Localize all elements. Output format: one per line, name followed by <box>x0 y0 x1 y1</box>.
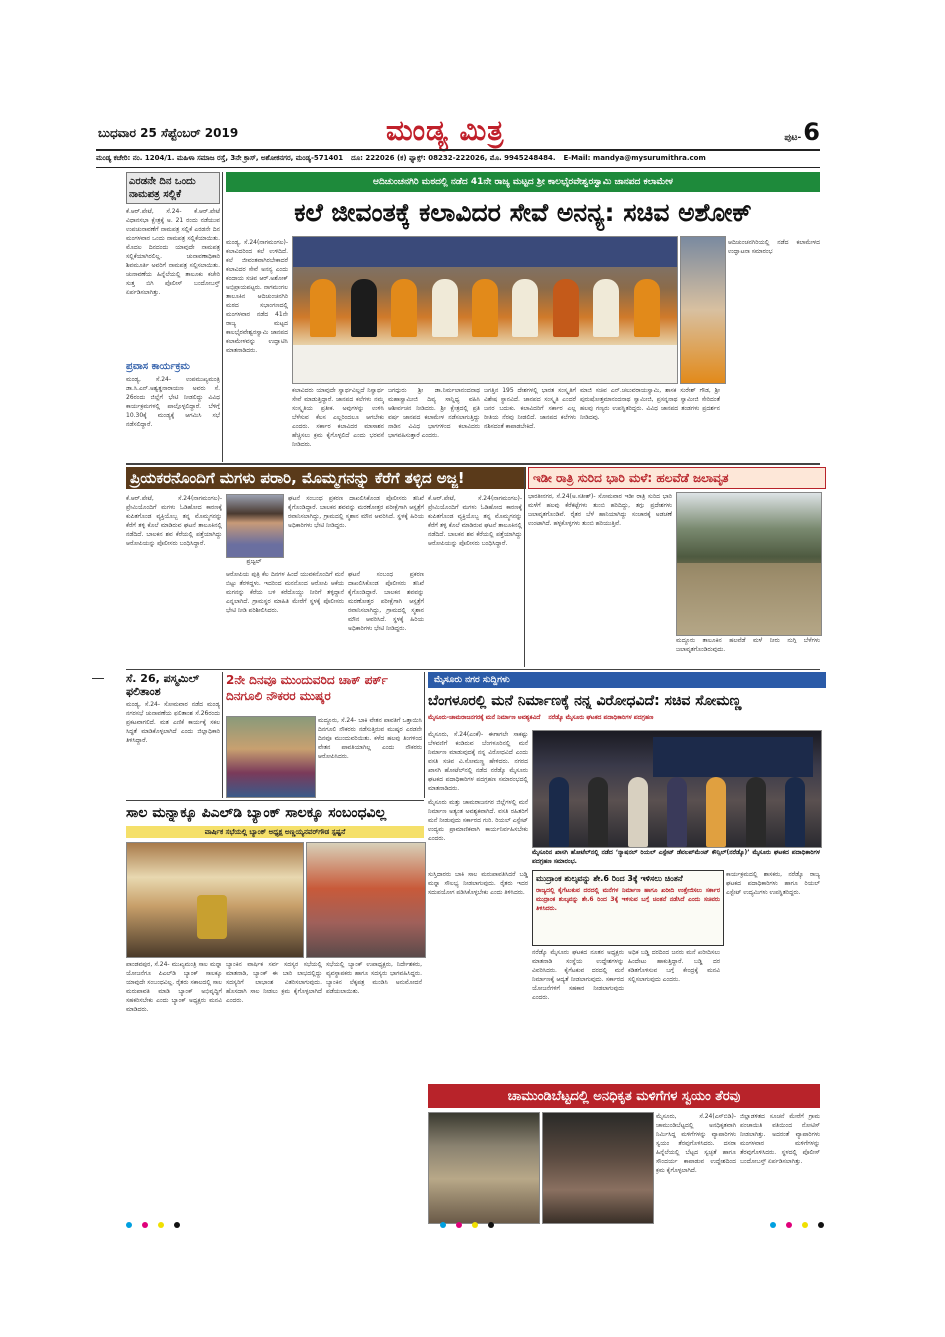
column-divider <box>424 672 425 798</box>
mysuru-subheads <box>428 714 820 726</box>
stamp-duty-title: ಮುದ್ರಾಂಕ ಶುಲ್ಕವನ್ನು ಶೇ.6 ರಿಂದ 3ಕ್ಕೆ ಇಳಿಸಲು ಚಿಂತನೆ <box>536 874 683 883</box>
lead-col-2: ಕಲಾವಿದರು ಯಾವುದೇ ಸ್ವಾರ್ಥವಿಲ್ಲದೆ ನಿಸ್ವಾರ್ಥ ಸೇವೆ ಮಾಡುತ್ತಿದ್ದಾರೆ. ಜಾನಪದ ಕಲೆಗಳು ನಮ್ಮ ಸಂಸ್ಕೃತಿಯ ಪ್ರತೀಕ. ಅವುಗಳನ್ನು ಉಳಿಸಿ ಬೆಳೆಸುವ ಕೆಲಸ ಎಲ್ಲರಿಂದಲೂ ಆಗಬೇಕು ಎಂದರು. ಸರ್ಕಾರ ಕಲಾವಿದರ ಮಾಸಾಶನ ಹೆಚ್ಚಿಸಲು ಕ್ರಮ ಕೈಗೊಳ್ಳಲಿದೆ ಎಂದು ಭರವಸೆ ನೀಡಿದರು. <box>292 387 384 448</box>
section-rule <box>126 669 820 670</box>
crop-mark <box>92 678 104 679</box>
story2-col-4: ಕೆ.ಆರ್.ಪೇಟೆ, ಸೆ.24(ನಾಗಮಂಗಲ)- ಪ್ರೇಮಿಯೊಂದಿಗೆ ಮಗಳು ಓಡಿಹೋದ ಕಾರಣಕ್ಕೆ ಕುಪಿತಗೊಂಡ ವ್ಯಕ್ತಿಯೊಬ್ಬ ತನ್ನ ಮೊಮ್ಮಗನನ್ನು ಕೆರೆಗೆ ತಳ್ಳಿ ಕೊಲೆ ಮಾಡಿರುವ ಘಟನೆ ತಾಲೂಕಿನಲ್ಲಿ ನಡೆದಿದೆ. ಬಾಲಕನ ಶವ ಕೆರೆಯಲ್ಲಿ ಪತ್ತೆಯಾಗಿದ್ದು ಆರೋಪಿಯನ್ನು ಪೊಲೀಸರು ಬಂಧಿಸಿದ್ದಾರೆ. <box>428 495 522 547</box>
guest-row <box>303 277 667 337</box>
column-divider <box>524 467 525 667</box>
page-label-text: ಪುಟ- <box>784 133 802 143</box>
registration-marks-right <box>770 1222 824 1228</box>
masthead-rule-bottom <box>96 167 820 168</box>
mysuru-col-5: ಕಾರ್ಯಕ್ರಮದಲ್ಲಿ ಶಾಸಕರು, ನರೆಡ್ಕೊ ರಾಜ್ಯ ಘಟಕದ ಪದಾಧಿಕಾರಿಗಳು ಹಾಗೂ ರಿಯಲ್ ಎಸ್ಟೇಟ್ ಉದ್ಯಮಿಗಳು ಉಪಸ್ಥಿತರಿದ್ದರು. <box>726 871 820 896</box>
masthead-rule <box>96 149 820 151</box>
bank-col-1: ಪಾಂಡವಪುರ, ಸೆ.24- ಮುಖ್ಯಮಂತ್ರಿ ಸಾಲ ಮನ್ನಾ ಯೋಜನೆಗೂ ಪಿಎಲ್‌ಡಿ ಬ್ಯಾಂಕ್ ಸಾಲಕ್ಕೂ ಯಾವುದೇ ಸಂಬಂಧವಿಲ್ಲ. ರೈತರು ಸಕಾಲದಲ್ಲಿ ಸಾಲ ಮರುಪಾವತಿ ಮಾಡಿ ಬ್ಯಾಂಕ್ ಅಭಿವೃದ್ಧಿಗೆ ಸಹಕರಿಸಬೇಕು ಎಂದು ಬ್ಯಾಂಕ್ ಅಧ್ಯಕ್ಷರು ಮನವಿ ಮಾಡಿದರು. <box>126 961 222 1013</box>
story2-col-3: ಘಟನೆ ಸಂಬಂಧ ಪ್ರಕರಣ ದಾಖಲಿಸಿಕೊಂಡ ಪೊಲೀಸರು ತನಿಖೆ ಕೈಗೊಂಡಿದ್ದಾರೆ. ಬಾಲಕನ ಶವವನ್ನು ಮರಣೋತ್ತರ ಪರೀಕ್ಷೆಗಾಗಿ ಆಸ್ಪತ್ರೆಗೆ ರವಾನಿಸಲಾಗಿದ್ದು, ಗ್ರಾಮದಲ್ಲಿ ಸ್ಮಶಾನ ಮೌನ ಆವರಿಸಿದೆ. ಸ್ಥಳಕ್ಕೆ ಹಿರಿಯ ಅಧಿಕಾರಿಗಳು ಭೇಟಿ ನೀಡಿದ್ದರು. <box>348 571 424 632</box>
mysuru-photo <box>532 730 822 848</box>
office-address: ಮಂಡ್ಯ ಕಚೇರಿ: ನಂ. 1204/1. ಮಹಿಳಾ ಸಮಾಜ ರಸ್ತೆ, 3ನೇ ಕ್ರಾಸ್, ಅಶೋಕನಗರ, ಮಂಡ್ಯ-571401 <box>96 154 344 162</box>
story2-col-2: ಆರೋಪಿಯ ಪುತ್ರಿ ಕೆಲ ದಿನಗಳ ಹಿಂದೆ ಯುವಕನೊಂದಿಗೆ ಮನೆ ಬಿಟ್ಟು ತೆರಳಿದ್ದಳು. ಇದರಿಂದ ಮನನೊಂದ ಆರೋಪಿ ಆಕೆಯ ಮಗನನ್ನು ಕೆರೆಯ ಬಳಿ ಕರೆದೊಯ್ದು ನೀರಿಗೆ ತಳ್ಳಿದ್ದಾನೆ ಎನ್ನಲಾಗಿದೆ. ಗ್ರಾಮಸ್ಥರ ಮಾಹಿತಿ ಮೇರೆಗೆ ಸ್ಥಳಕ್ಕೆ ಪೊಲೀಸರು ಭೇಟಿ ನೀಡಿ ಪರಿಶೀಲಿಸಿದರು. <box>226 571 344 614</box>
column-divider <box>222 172 223 462</box>
story2-col-2b: ಘಟನೆ ಸಂಬಂಧ ಪ್ರಕರಣ ದಾಖಲಿಸಿಕೊಂಡ ಪೊಲೀಸರು ತನಿಖೆ ಕೈಗೊಂಡಿದ್ದಾರೆ. ಬಾಲಕನ ಶವವನ್ನು ಮರಣೋತ್ತರ ಪರೀಕ್ಷೆಗಾಗಿ ಆಸ್ಪತ್ರೆಗೆ ರವಾನಿಸಲಾಗಿದ್ದು, ಗ್ರಾಮದಲ್ಲಿ ಸ್ಮಶಾನ ಮೌನ ಆವರಿಸಿದೆ. ಸ್ಥಳಕ್ಕೆ ಹಿರಿಯ ಅಧಿಕಾರಿಗಳು ಭೇಟಿ ನೀಡಿದ್ದರು. <box>288 495 424 529</box>
story2-col-1: ಕೆ.ಆರ್.ಪೇಟೆ, ಸೆ.24(ನಾಗಮಂಗಲ)- ಪ್ರೇಮಿಯೊಂದಿಗೆ ಮಗಳು ಓಡಿಹೋದ ಕಾರಣಕ್ಕೆ ಕುಪಿತಗೊಂಡ ವ್ಯಕ್ತಿಯೊಬ್ಬ ತನ್ನ ಮೊಮ್ಮಗನನ್ನು ಕೆರೆಗೆ ತಳ್ಳಿ ಕೊಲೆ ಮಾಡಿರುವ ಘಟನೆ ತಾಲೂಕಿನಲ್ಲಿ ನಡೆದಿದೆ. ಬಾಲಕನ ಶವ ಕೆರೆಯಲ್ಲಿ ಪತ್ತೆಯಾಗಿದ್ದು ಆರೋಪಿಯನ್ನು ಪೊಲೀಸರು ಬಂಧಿಸಿದ್ದಾರೆ. <box>126 495 222 547</box>
stamp-duty-body: ರಾಜ್ಯದಲ್ಲಿ ಕೈಗೆಟುಕುವ ದರದಲ್ಲಿ ಮನೆಗಳ ನಿರ್ಮಾಣ ಹಾಗೂ ಖರೀದಿ ಉತ್ತೇಜಿಸಲು ಸರ್ಕಾರ ಮುದ್ರಾಂಕ ಶುಲ್ಕವನ್ನು ಶೇ.6 ರಿಂದ 3ಕ್ಕೆ ಇಳಿಸುವ ಬಗ್ಗೆ ಚಿಂತನೆ ನಡೆಸಿದೆ ಎಂದು ಸಚಿವರು ತಿಳಿಸಿದರು. <box>536 887 720 912</box>
bank-headline: ಸಾಲ ಮನ್ನಾಕ್ಕೂ ಪಿಎಲ್‌ಡಿ ಬ್ಯಾಂಕ್ ಸಾಲಕ್ಕೂ ಸಂಬಂಧವಿಲ್ಲ <box>126 805 387 821</box>
rain-col-1: ಭಾರತೀನಗರ, ಸೆ.24(ಅ.ಸತೀಶ್)- ಸೋಮವಾರ ಇಡೀ ರಾತ್ರಿ ಸುರಿದ ಭಾರಿ ಮಳೆಗೆ ಹಲವು ಕೆರೆಕಟ್ಟೆಗಳು ತುಂಬಿ ಹರಿದಿದ್ದು, ತಗ್ಗು ಪ್ರದೇಶಗಳು ಜಲಾವೃತಗೊಂಡಿವೆ. ರೈತರ ಬೆಳೆ ಹಾನಿಯಾಗಿದ್ದು ಸಂಚಾರಕ್ಕೆ ಅಡಚಣೆ ಉಂಟಾಗಿದೆ. ಹಳ್ಳಕೊಳ್ಳಗಳು ತುಂಬಿ ಹರಿಯುತ್ತಿವೆ. <box>528 493 672 527</box>
mysuru-subhead-2: ನರೆಡ್ಕೊ ಮೈಸೂರು ಘಟಕದ ಪದಾಧಿಕಾರಿಗಳ ಪದಗ್ರಹಣ <box>548 714 654 721</box>
section-rule <box>126 800 424 801</box>
bank-col-2: ಬ್ಯಾಂಕಿನ ವಾರ್ಷಿಕ ಸರ್ವ ಸದಸ್ಯರ ಸಭೆಯಲ್ಲಿ ಮಾತನಾಡಿ, ಬ್ಯಾಂಕ್ ಈ ಬಾರಿ ಲಾಭದಲ್ಲಿದ್ದು ಸದಸ್ಯರಿಗೆ ಲಾಭಾಂಶ ವಿತರಿಸಲಾಗುವುದು. ಹೊಸದಾಗಿ ಸಾಲ ನೀಡಲು ಕ್ರಮ ಕೈಗೊಳ್ಳಲಾಗಿದೆ ಎಂದರು. <box>226 961 322 1004</box>
mysuru-col-4: ಅಧಿಕ ಬಡ್ಡಿ ದರದಿಂದ ಜನರು ಮನೆ ಖರೀದಿಸಲು ಹಿಂದೇಟು ಹಾಕುತ್ತಿದ್ದಾರೆ. ಬಡ್ಡಿ ದರ ಕಡಿತಗೊಳಿಸುವ ಬಗ್ಗೆ ಕೇಂದ್ರಕ್ಕೆ ಮನವಿ ಸಲ್ಲಿಸಲಾಗುವುದು ಎಂದರು. <box>628 949 720 983</box>
chamundi-photo-2 <box>542 1112 654 1224</box>
lead-col-1: ಮಂಡ್ಯ, ಸೆ.24(ನಾಗಮಂಗಲ)- ಕಲಾವಿದರಿಂದ ಕಲೆ ಉಳಿದಿದೆ. ಕಲೆ ಜೀವಂತವಾಗಿರಬೇಕಾದರೆ ಕಲಾವಿದರ ಸೇವೆ ಅನನ್ಯ ಎಂದು ಕಂದಾಯ ಸಚಿವ ಆರ್.ಅಶೋಕ್ ಅಭಿಪ್ರಾಯಪಟ್ಟರು. ನಾಗಮಂಗಲ ತಾಲೂಕಿನ ಆದಿಚುಂಚನಗಿರಿ ಮಠದ ಸಭಾಂಗಣದಲ್ಲಿ ಮಂಗಳವಾರ ನಡೆದ 41ನೇ ರಾಜ್ಯ ಮಟ್ಟದ ಕಾಲಭೈರವೇಶ್ವರಸ್ವಾಮಿ ಜಾನಪದ ಕಲಾಮೇಳವನ್ನು ಉದ್ಘಾಟಿಸಿ ಮಾತನಾಡಿದರು. <box>226 239 288 354</box>
brief-nomination-headline: ಎರಡನೇ ದಿನ ಒಂದು ನಾಮಪತ್ರ ಸಲ್ಲಿಕೆ <box>126 172 220 204</box>
story2-headline: ಪ್ರಿಯಕರನೊಂದಿಗೆ ಮಗಳು ಪರಾರಿ, ಮೊಮ್ಮಗನನ್ನು ಕೆರೆಗೆ ತಳ್ಳಿದ ಅಜ್ಜ! <box>126 467 526 489</box>
lead-photo <box>292 236 678 384</box>
lead-col-3: ಜಗದ್ಗುರು ಶ್ರೀ ಡಾ.ನಿರ್ಮಲಾನಂದನಾಥ ಮಹಾಸ್ವಾಮೀಜಿ ದಿವ್ಯ ಸಾನ್ನಿಧ್ಯ ವಹಿಸಿ ಆಶೀರ್ವಚನ ನೀಡಿದರು. ಶ್ರೀ ಕ್ಷೇತ್ರದಲ್ಲಿ ಪ್ರತಿ ವರ್ಷ ಜಾನಪದ ಕಲಾಮೇಳ ನಡೆಸಲಾಗುತ್ತಿದ್ದು ನಾಡಿನ ವಿವಿಧ ಭಾಗಗಳಿಂದ ಕಲಾವಿದರು ಭಾಗವಹಿಸುತ್ತಾರೆ ಎಂದರು. <box>388 387 480 439</box>
bank-photo-2 <box>306 842 426 958</box>
brief-nomination-body: ಕೆ.ಆರ್.ಪೇಟೆ, ಸೆ.24- ಕೆ.ಆರ್.ಪೇಟೆ ವಿಧಾನಸಭಾ ಕ್ಷೇತ್ರಕ್ಕೆ ಅ. 21 ರಂದು ನಡೆಯುವ ಉಪಚುನಾವಣೆಗೆ ನಾಮಪತ್ರ ಸಲ್ಲಿಕೆ ಎರಡನೇ ದಿನ ಮಂಗಳವಾರ ಒಂದು ನಾಮಪತ್ರ ಸಲ್ಲಿಕೆಯಾಯಿತು. ಮೊದಲ ದಿನದಂದು ಯಾವುದೇ ನಾಮಪತ್ರ ಸಲ್ಲಿಕೆಯಾಗಿರಲಿಲ್ಲ. ಚುನಾವಣಾಧಿಕಾರಿ ಶಿವಮೂರ್ತಿ ಅವರಿಗೆ ನಾಮಪತ್ರ ಸಲ್ಲಿಸಲಾಯಿತು. ಚುನಾವಣೆಯ ಹಿನ್ನೆಲೆಯಲ್ಲಿ ತಾಲೂಕು ಕಚೇರಿ ಸುತ್ತ ಬಿಗಿ ಪೊಲೀಸ್ ಬಂದೋಬಸ್ತ್ ಏರ್ಪಡಿಸಲಾಗಿತ್ತು. <box>126 208 220 296</box>
brief-tour-headline: ಪ್ರವಾಸ ಕಾರ್ಯಕ್ರಮ <box>126 361 190 372</box>
lead-col-4: ಜಗತ್ತಿನ 195 ದೇಶಗಳಲ್ಲಿ ಭಾರತ ಸಂಸ್ಕೃತಿಗೆ ವಿಶೇಷ ಸ್ಥಾನವಿದೆ. ಜಾನಪದ ಸಂಸ್ಕೃತಿ ಎಂದರೆ ಜನರ ಬದುಕು. ಕಲಾವಿದರಿಗೆ ಸರ್ಕಾರ ಎಲ್ಲ ರೀತಿಯ ನೆರವು ನೀಡಲಿದೆ. ಜಾನಪದ ಕಲೆಗಳು ನಶಿಸದಂತೆ ಕಾಪಾಡಬೇಕಿದೆ. <box>484 387 576 430</box>
phone-numbers: ದೂ: 222026 (ಕ) ಫ್ಯಾಕ್ಸ್: 08232-222026, ಮೊ. 9945248484. <box>351 154 556 162</box>
section-rule <box>126 463 820 465</box>
registration-marks-center <box>440 1222 494 1228</box>
mysuru-col-2: ಮೈಸೂರು ಮತ್ತು ಚಾಮರಾಜನಗರ ಜಿಲ್ಲೆಗಳಲ್ಲಿ ಮನೆ ನಿರ್ಮಾಣ ಅತ್ಯಂತ ಅವಶ್ಯಕವಾಗಿದೆ. ವಸತಿ ರಹಿತರಿಗೆ ಮನೆ ನೀಡುವುದು ಸರ್ಕಾರದ ಗುರಿ. ರಿಯಲ್ ಎಸ್ಟೇಟ್ ಉದ್ಯಮ ಪ್ರಾಮಾಣಿಕವಾಗಿ ಕಾರ್ಯನಿರ್ವಹಿಸಬೇಕು ಎಂದರು. <box>428 799 528 842</box>
strike-headline: 2ನೇ ದಿನವೂ ಮುಂದುವರಿದ ಚಾಕ್ ಪರ್ಕ್ ದಿನಗೂಲಿ ನೌಕರರ ಮುಷ್ಕರ <box>226 673 388 703</box>
mysuru-subhead-1: ಮೈಸೂರು-ಚಾಮರಾಜನಗರಕ್ಕೆ ಮನೆ ನಿರ್ಮಾಣ ಅವಶ್ಯಕವಿದೆ <box>428 714 541 721</box>
registration-marks-left <box>126 1222 180 1228</box>
brief-nomination <box>126 172 220 360</box>
bank-subhead: ವಾರ್ಷಿಕ ಸಭೆಯಲ್ಲಿ ಬ್ಯಾಂಕ್ ಅಧ್ಯಕ್ಷ ಅಣ್ಣಯ್ಯನವರ್‌ಗೌಡ ಸ್ಪಷ್ಟನೆ <box>126 826 424 838</box>
chamundi-col-1: ಮೈಸೂರು, ಸೆ.24(ಎಸ್‌ಬಿಡಿ)- ಚಾಮುಂಡಿಬೆಟ್ಟದಲ್ಲಿ ಅನಧಿಕೃತವಾಗಿ ನಿರ್ಮಿಸಿದ್ದ ಮಳಿಗೆಗಳನ್ನು ವ್ಯಾಪಾರಿಗಳು ಸ್ವಯಂ ತೆರವುಗೊಳಿಸಿದರು. ದಸರಾ ಹಿನ್ನೆಲೆಯಲ್ಲಿ ಬೆಟ್ಟದ ಸ್ವಚ್ಛತೆ ಹಾಗೂ ಸೌಂದರ್ಯ ಕಾಪಾಡುವ ಉದ್ದೇಶದಿಂದ ಕ್ರಮ ಕೈಗೊಳ್ಳಲಾಗಿದೆ. <box>656 1113 736 1174</box>
mysuru-caption: ಮೈಸೂರಿನ ಖಾಸಗಿ ಹೋಟೆಲ್‌ನಲ್ಲಿ ನಡೆದ ‘ನ್ಯಾಷನಲ್ ರಿಯಲ್ ಎಸ್ಟೇಟ್ ಡೆವಲಪ್‌ಮೆಂಟ್ ಕೌನ್ಸಿಲ್(ನರೆಡ್ಕೊ)’ ಮೈಸೂರು ಘಟಕದ ಪದಾಧಿಕಾರಿಗಳ ಪದಗ್ರಹಣ ಸಮಾರಂಭ. <box>532 849 820 865</box>
mysuru-col-3: ನರೆಡ್ಕೊ ಮೈಸೂರು ಘಟಕದ ನೂತನ ಅಧ್ಯಕ್ಷರು ಮಾತನಾಡಿ ಸಂಸ್ಥೆಯ ಉದ್ದೇಶಗಳನ್ನು ವಿವರಿಸಿದರು. ಕೈಗೆಟಕುವ ದರದಲ್ಲಿ ಮನೆ ನಿರ್ಮಾಣಕ್ಕೆ ಆದ್ಯತೆ ನೀಡಲಾಗುವುದು. ಸರ್ಕಾರದ ಯೋಜನೆಗಳಿಗೆ ಸಹಕಾರ ನೀಡಲಾಗುವುದು ಎಂದರು. <box>532 949 624 1001</box>
chamundi-headline: ಚಾಮುಂಡಿಬೆಟ್ಟದಲ್ಲಿ ಅನಧಿಕೃತ ಮಳಿಗೆಗಳ ಸ್ವಯಂ ತೆರವು <box>428 1084 820 1108</box>
email-address: E-Mail: mandya@mysurumithra.com <box>563 154 706 162</box>
guest-figures <box>539 771 815 847</box>
bank-photo <box>126 842 304 958</box>
flood-water <box>677 563 821 635</box>
bank-col-3: ಸಭೆಯಲ್ಲಿ ಬ್ಯಾಂಕ್ ಉಪಾಧ್ಯಕ್ಷರು, ನಿರ್ದೇಶಕರು, ವ್ಯವಸ್ಥಾಪಕರು ಹಾಗೂ ಸದಸ್ಯರು ಭಾಗವಹಿಸಿದ್ದರು. ಬ್ಯಾಂಕಿನ ಲೆಕ್ಕಪತ್ರ ಮಂಡಿಸಿ ಅನುಮೋದನೆ ಪಡೆಯಲಾಯಿತು. <box>326 961 422 995</box>
stamp-duty-box <box>532 870 724 946</box>
stage-banner <box>293 237 677 267</box>
flood-caption: ಮದ್ದೂರು ತಾಲೂಕಿನ ಹಲವೆಡೆ ಮಳೆ ನೀರು ನುಗ್ಗಿ ಬೆಳೆಗಳು ಜಲಾವೃತಗೊಂಡಿರುವುದು. <box>676 637 820 653</box>
lead-kicker-band: ಆದಿಚುಂಚನಗಿರಿ ಮಠದಲ್ಲಿ ನಡೆದ 41ನೇ ರಾಜ್ಯ ಮಟ್ಟದ ಶ್ರೀ ಕಾಲಭೈರವೇಶ್ವರಸ್ವಾಮಿ ಜಾನಪದ ಕಲಾಮೇಳ <box>226 172 820 192</box>
brief-result-body: ಮಂಡ್ಯ, ಸೆ.24- ಸೋಮವಾರ ನಡೆದ ಮಂಡ್ಯ ನಗರಸಭೆ ಚುನಾವಣೆಯ ಫಲಿತಾಂಶ ಸೆ.26ರಂದು ಪ್ರಕಟವಾಗಲಿದೆ. ಮತ ಎಣಿಕೆ ಕಾರ್ಯಕ್ಕೆ ಸಕಲ ಸಿದ್ಧತೆ ಮಾಡಿಕೊಳ್ಳಲಾಗಿದೆ ಎಂದು ಜಿಲ್ಲಾಧಿಕಾರಿ ತಿಳಿಸಿದ್ದಾರೆ. <box>126 701 220 744</box>
column-divider <box>222 672 223 798</box>
contact-line <box>96 154 820 166</box>
mysuru-headline: ಬೆಂಗಳೂರಲ್ಲಿ ಮನೆ ನಿರ್ಮಾಣಕ್ಕೆ ನನ್ನ ವಿರೋಧವಿದೆ: ಸಚಿವ ಸೋಮಣ್ಣ <box>428 693 742 709</box>
newspaper-logo: ಮಂಡ್ಯ ಮಿತ್ರ <box>386 114 505 147</box>
masthead <box>96 112 820 170</box>
strike-photo <box>226 716 316 798</box>
lead-col-6: ಆದಿಚುಂಚನಗಿರಿಯಲ್ಲಿ ನಡೆದ ಕಲಾಮೇಳದ ಉದ್ಘಾಟನಾ ಸಮಾರಂಭ <box>728 239 820 255</box>
rain-headline: ಇಡೀ ರಾತ್ರಿ ಸುರಿದ ಭಾರಿ ಮಳೆ: ಹಲವೆಡೆ ಜಲಾವೃತ <box>528 467 826 489</box>
lead-col-5: ಮಾಜಿ ಸಚಿವ ಎನ್.ಚಲುವರಾಯಸ್ವಾಮಿ, ಶಾಸಕ ಸುರೇಶ್ ಗೌಡ, ಶ್ರೀ ಪುರುಷೋತ್ತಮಾನಂದನಾಥ ಸ್ವಾಮೀಜಿ, ಪ್ರಸನ್ನನಾಥ ಸ್ವಾಮೀಜಿ ಸೇರಿದಂತೆ ಹಲವು ಗಣ್ಯರು ಉಪಸ್ಥಿತರಿದ್ದರು. ವಿವಿಧ ಜಾನಪದ ತಂಡಗಳು ಪ್ರದರ್ಶನ ನೀಡಿದವು. <box>580 387 720 421</box>
lamp-lighting <box>197 895 227 939</box>
page-number: 6 <box>803 118 820 146</box>
boy-photo-label: ಪ್ರಜ್ವಲ್ <box>246 558 262 565</box>
brief-result <box>126 672 220 796</box>
lead-headline: ಕಲೆ ಜೀವಂತಕ್ಕೆ ಕಲಾವಿದರ ಸೇವೆ ಅನನ್ಯ: ಸಚಿವ ಅಶೋಕ್ <box>294 198 752 227</box>
boy-photo <box>226 494 284 558</box>
mysuru-band: ಮೈಸೂರು ನಗರ ಸುದ್ದಿಗಳು <box>428 672 826 688</box>
page-label <box>784 118 820 146</box>
bank-col-4: ಸುಸ್ತಿದಾರರು ಬಾಕಿ ಸಾಲ ಮರುಪಾವತಿಸಿದರೆ ಬಡ್ಡಿ ಮನ್ನಾ ಸೌಲಭ್ಯ ನೀಡಲಾಗುವುದು. ರೈತರು ಇದರ ಸದುಪಯೋಗ ಪಡಿಸಿಕೊಳ್ಳಬೇಕು ಎಂದು ತಿಳಿಸಿದರು. <box>428 871 528 896</box>
flood-photo <box>676 492 822 636</box>
chamundi-photo-1 <box>428 1112 540 1224</box>
chamundi-col-2: ಜಿಲ್ಲಾಡಳಿತದ ಸೂಚನೆ ಮೇರೆಗೆ ಗ್ರಾಮ ಪಂಚಾಯಿತಿ ವತಿಯಿಂದ ನೋಟಿಸ್ ನೀಡಲಾಗಿತ್ತು. ಅದರಂತೆ ವ್ಯಾಪಾರಿಗಳು ಮಂಗಳವಾರ ಮಳಿಗೆಗಳನ್ನು ತೆರವುಗೊಳಿಸಿದರು. ಸ್ಥಳದಲ್ಲಿ ಪೊಲೀಸ್ ಬಂದೋಬಸ್ತ್ ಏರ್ಪಡಿಸಲಾಗಿತ್ತು. <box>740 1113 820 1165</box>
issue-date: ಬುಧವಾರ 25 ಸೆಪ್ಟೆಂಬರ್ 2019 <box>98 126 239 140</box>
lead-inset-photo <box>680 236 726 384</box>
brief-tour <box>126 360 220 462</box>
strike-col-1: ಮದ್ದೂರು, ಸೆ.24- ಬಾಕಿ ವೇತನ ಪಾವತಿಗೆ ಒತ್ತಾಯಿಸಿ ದಿನಗೂಲಿ ನೌಕರರು ನಡೆಸುತ್ತಿರುವ ಮುಷ್ಕರ ಎರಡನೇ ದಿನವೂ ಮುಂದುವರಿಯಿತು. ಕಳೆದ ಹಲವು ತಿಂಗಳಿಂದ ವೇತನ ಪಾವತಿಯಾಗಿಲ್ಲ ಎಂದು ನೌಕರರು ಆರೋಪಿಸಿದರು. <box>318 717 422 760</box>
brief-tour-body: ಮಂಡ್ಯ, ಸೆ.24- ಉಪಮುಖ್ಯಮಂತ್ರಿ ಡಾ.ಸಿ.ಎನ್.ಅಶ್ವತ್ಥನಾರಾಯಣ ಅವರು ಸೆ. 26ರಂದು ಜಿಲ್ಲೆಗೆ ಭೇಟಿ ನೀಡಲಿದ್ದು ವಿವಿಧ ಕಾರ್ಯಕ್ರಮಗಳಲ್ಲಿ ಪಾಲ್ಗೊಳ್ಳಲಿದ್ದಾರೆ. ಬೆಳಿಗ್ಗೆ 10.30ಕ್ಕೆ ಮಂಡ್ಯಕ್ಕೆ ಆಗಮಿಸಿ ಸಭೆ ನಡೆಸಲಿದ್ದಾರೆ. <box>126 376 220 428</box>
brief-result-headline: ಸೆ. 26, ಪಸ್ಮಮಿಲ್ ಫಲಿತಾಂಶ <box>126 672 200 698</box>
stage-table <box>293 345 677 383</box>
mysuru-col-1: ಮೈಸೂರು, ಸೆ.24(ಎಂಕೆ)- ಈಗಾಗಲೇ ಸಾಕಷ್ಟು ಬೆಳವಣಿಗೆ ಕಂಡಿರುವ ಬೆಂಗಳೂರಿನಲ್ಲಿ ಮನೆ ನಿರ್ಮಾಣ ಮಾಡುವುದಕ್ಕೆ ನನ್ನ ವಿರೋಧವಿದೆ ಎಂದು ವಸತಿ ಸಚಿವ ವಿ.ಸೋಮಣ್ಣ ಹೇಳಿದರು. ನಗರದ ಖಾಸಗಿ ಹೋಟೆಲ್‌ನಲ್ಲಿ ನಡೆದ ನರೆಡ್ಕೊ ಮೈಸೂರು ಘಟಕದ ಪದಾಧಿಕಾರಿಗಳ ಪದಗ್ರಹಣ ಸಮಾರಂಭದಲ್ಲಿ ಮಾತನಾಡಿದರು. <box>428 731 528 792</box>
